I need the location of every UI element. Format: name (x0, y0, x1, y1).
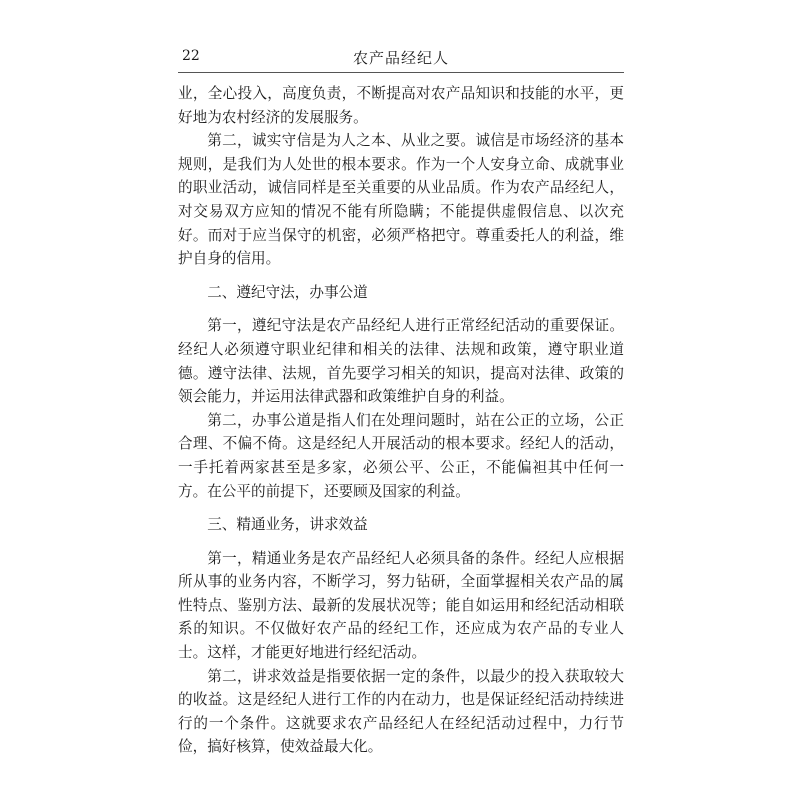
paragraph-continued: 业，全心投入，高度负责，不断提高对农产品知识和技能的水平，更好地为农村经济的发展服务。 (178, 85, 624, 126)
body-text (178, 82, 624, 759)
running-title: 农产品经纪人 (352, 49, 449, 67)
paragraph-fairness: 第二，办事公道是指人们在处理问题时，站在公正的立场，公正合理、不偏不倚。这是经纪人开展活动的根本要求。经纪人的活动，一手托着两家甚至是多家，必须公平、公正，不能偏袒其中任何一方。在公平的前提下，还要顾及国家的利益。 (178, 411, 624, 500)
paragraph-honesty: 第二，诚实守信是为人之本、从业之要。诚信是市场经济的基本规则，是我们为人处世的根本要求。作为一个人安身立命、成就事业的职业活动，诚信同样是至关重要的从业品质。作为农产品经纪人，对交易双方应知的情况不能有所隐瞒；不能提供虚假信息、以次充好。而对于应当保守的机密，必须严格把守。尊重委托人的利益，维护自身的信用。 (178, 132, 624, 268)
paragraph-law: 第一，遵纪守法是农产品经纪人进行正常经纪活动的重要保证。经纪人必须遵守职业纪律和相关的法律、法规和政策，遵守职业道德。遵守法律、法规，首先要学习相关的知识，提高对法律、政策的领会能力，并运用法律武器和政策维护自身的利益。 (178, 317, 624, 406)
paragraph-efficiency: 第二，讲求效益是指要依据一定的条件，以最少的投入获取较大的收益。这是经纪人进行工作的内在动力，也是保证经纪活动持续进行的一个条件。这就要求农产品经纪人在经纪活动过程中，力行节俭，搞好核算，使效益最大化。 (178, 667, 624, 756)
paragraph-expertise: 第一，精通业务是农产品经纪人必须具备的条件。经纪人应根据所从事的业务内容，不断学习，努力钻研，全面掌握相关农产品的属性特点、鉴别方法、最新的发展状况等；能自如运用和经纪活动相联系的知识。不仅做好农产品的经纪工作，还应成为农产品的专业人士。这样，才能更好地进行经纪活动。 (178, 549, 624, 662)
section-heading-law: 二、遵纪守法，办事公道 (207, 283, 368, 301)
section-heading-expertise: 三、精通业务，讲求效益 (207, 516, 368, 534)
page-number: 22 (182, 48, 200, 64)
page-header (178, 46, 624, 73)
